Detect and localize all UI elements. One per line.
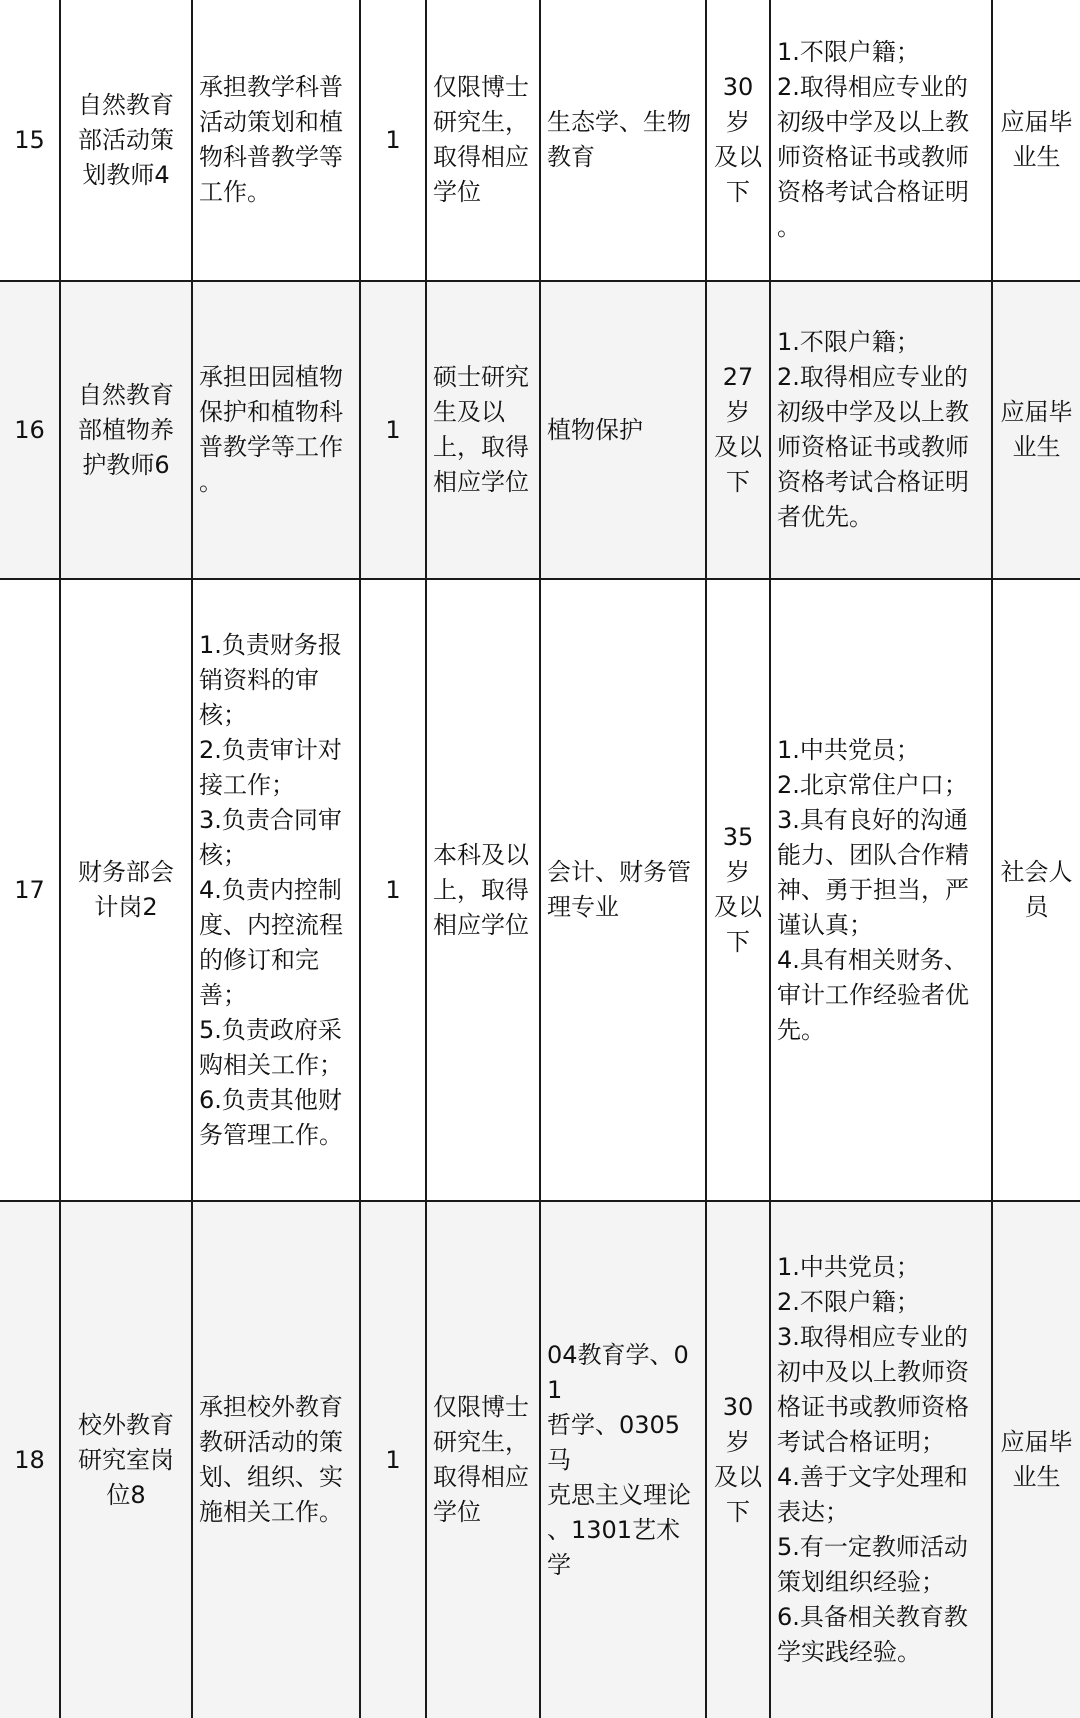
cell-requirements: 1.不限户籍； 2.取得相应专业的 初级中学及以上教 师资格证书或教师 资格考试合格证明 者优先。 bbox=[770, 281, 992, 579]
cell-no: 18 bbox=[0, 1201, 60, 1718]
cell-age: 30岁 及以 下 bbox=[706, 1201, 770, 1718]
cell-requirements: 1.中共党员； 2.北京常住户口； 3.具有良好的沟通 能力、团队合作精 神、勇于担当，严 谨认真； 4.具有相关财务、 审计工作经验者优 先。 bbox=[770, 579, 992, 1201]
cell-requirements: 1.中共党员； 2.不限户籍； 3.取得相应专业的 初中及以上教师资 格证书或教师资格 考试合格证明； 4.善于文字处理和 表达； 5.有一定教师活动 策划组织经验； 6.具备相关教育教 学实践经验。 bbox=[770, 1201, 992, 1718]
cell-education: 本科及以 上，取得 相应学位 bbox=[426, 579, 540, 1201]
cell-target: 社会人 员 bbox=[992, 579, 1080, 1201]
cell-no: 15 bbox=[0, 0, 60, 281]
cell-position: 财务部会 计岗2 bbox=[60, 579, 192, 1201]
cell-target: 应届毕 业生 bbox=[992, 0, 1080, 281]
cell-no: 16 bbox=[0, 281, 60, 579]
cell-requirements: 1.不限户籍； 2.取得相应专业的 初级中学及以上教 师资格证书或教师 资格考试合格证明 。 bbox=[770, 0, 992, 281]
cell-education: 仅限博士 研究生， 取得相应 学位 bbox=[426, 1201, 540, 1718]
table-row bbox=[0, 1201, 1080, 1718]
cell-count: 1 bbox=[360, 1201, 426, 1718]
cell-count: 1 bbox=[360, 579, 426, 1201]
cell-major: 生态学、生物 教育 bbox=[540, 0, 706, 281]
cell-duties: 承担教学科普 活动策划和植 物科普教学等 工作。 bbox=[192, 0, 360, 281]
cell-position: 自然教育 部活动策 划教师4 bbox=[60, 0, 192, 281]
cell-age: 35岁 及以 下 bbox=[706, 579, 770, 1201]
cell-duties: 承担校外教育 教研活动的策 划、组织、实 施相关工作。 bbox=[192, 1201, 360, 1718]
cell-duties: 承担田园植物 保护和植物科 普教学等工作 。 bbox=[192, 281, 360, 579]
table-row bbox=[0, 0, 1080, 281]
cell-duties: 1.负责财务报 销资料的审 核； 2.负责审计对 接工作； 3.负责合同审 核； 4.负责内控制 度、内控流程 的修订和完 善； 5.负责政府采 购相关工作； 6.负责其他财 务管理工作。 bbox=[192, 579, 360, 1201]
cell-education: 硕士研究 生及以 上，取得 相应学位 bbox=[426, 281, 540, 579]
cell-major: 植物保护 bbox=[540, 281, 706, 579]
table-row bbox=[0, 281, 1080, 579]
cell-major: 会计、财务管 理专业 bbox=[540, 579, 706, 1201]
cell-age: 27岁 及以 下 bbox=[706, 281, 770, 579]
cell-no: 17 bbox=[0, 579, 60, 1201]
table-row bbox=[0, 579, 1080, 1201]
cell-age: 30岁 及以 下 bbox=[706, 0, 770, 281]
cell-position: 自然教育 部植物养 护教师6 bbox=[60, 281, 192, 579]
cell-count: 1 bbox=[360, 281, 426, 579]
cell-count: 1 bbox=[360, 0, 426, 281]
cell-position: 校外教育 研究室岗 位8 bbox=[60, 1201, 192, 1718]
cell-target: 应届毕 业生 bbox=[992, 1201, 1080, 1718]
cell-major: 04教育学、01 哲学、0305马 克思主义理论 、1301艺术学 bbox=[540, 1201, 706, 1718]
cell-education: 仅限博士 研究生， 取得相应 学位 bbox=[426, 0, 540, 281]
cell-target: 应届毕 业生 bbox=[992, 281, 1080, 579]
